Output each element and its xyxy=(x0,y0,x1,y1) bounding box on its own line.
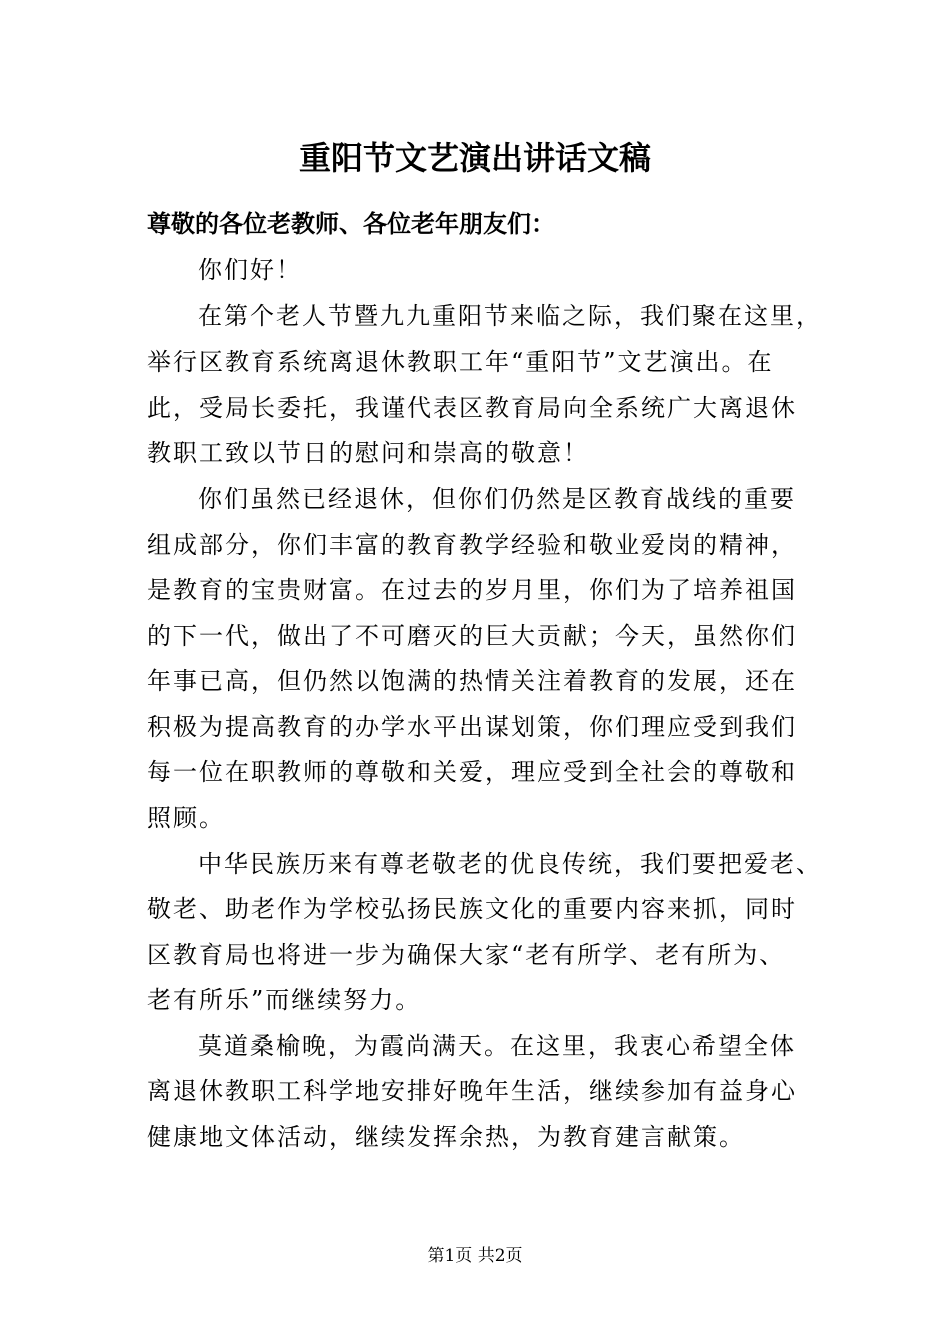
text-line: 照顾。 xyxy=(147,804,225,832)
text-line: 每一位在职教师的尊敬和关爱，理应受到全社会的尊敬和 xyxy=(147,758,797,786)
text-line: 组成部分，你们丰富的教育教学经验和敬业爱岗的精神， xyxy=(147,531,797,559)
document-title: 重阳节文艺演出讲话文稿 xyxy=(298,139,651,177)
page-number-footer: 第1页 共2页 xyxy=(427,1246,523,1266)
text-line: 年事已高，但仍然以饱满的热情关注着教育的发展，还在 xyxy=(147,667,797,695)
text-line: 中华民族历来有尊老敬老的优良传统，我们要把爱老、 xyxy=(198,850,822,878)
text-line: 举行区教育系统离退休教职工年“重阳节”文艺演出。在 xyxy=(147,348,774,376)
salutation: 尊敬的各位老教师、各位老年朋友们： xyxy=(147,209,555,238)
text-line: 老有所乐”而继续努力。 xyxy=(147,986,422,1014)
text-line: 区教育局也将进一步为确保大家“老有所学、老有所为、 xyxy=(147,941,786,969)
text-line: 是教育的宝贵财富。在过去的岁月里，你们为了培养祖国 xyxy=(147,576,797,604)
text-line: 在第个老人节暨九九重阳节来临之际，我们聚在这里， xyxy=(198,302,822,330)
text-line: 积极为提高教育的办学水平出谋划策，你们理应受到我们 xyxy=(147,713,797,741)
text-line: 离退休教职工科学地安排好晚年生活，继续参加有益身心 xyxy=(147,1077,797,1105)
text-line: 敬老、助老作为学校弘扬民族文化的重要内容来抓，同时 xyxy=(147,895,797,923)
text-line: 你们好！ xyxy=(198,256,302,284)
text-line: 的下一代，做出了不可磨灭的巨大贡献；今天，虽然你们 xyxy=(147,622,797,650)
text-line: 莫道桑榆晚，为霞尚满天。在这里，我衷心希望全体 xyxy=(198,1032,796,1060)
text-line: 健康地文体活动，继续发挥余热，为教育建言献策。 xyxy=(147,1123,745,1151)
text-line: 此，受局长委托，我谨代表区教育局向全系统广大离退休 xyxy=(147,394,797,422)
text-line: 教职工致以节日的慰问和崇高的敬意！ xyxy=(147,439,589,467)
text-line: 你们虽然已经退休，但你们仍然是区教育战线的重要 xyxy=(198,485,796,513)
